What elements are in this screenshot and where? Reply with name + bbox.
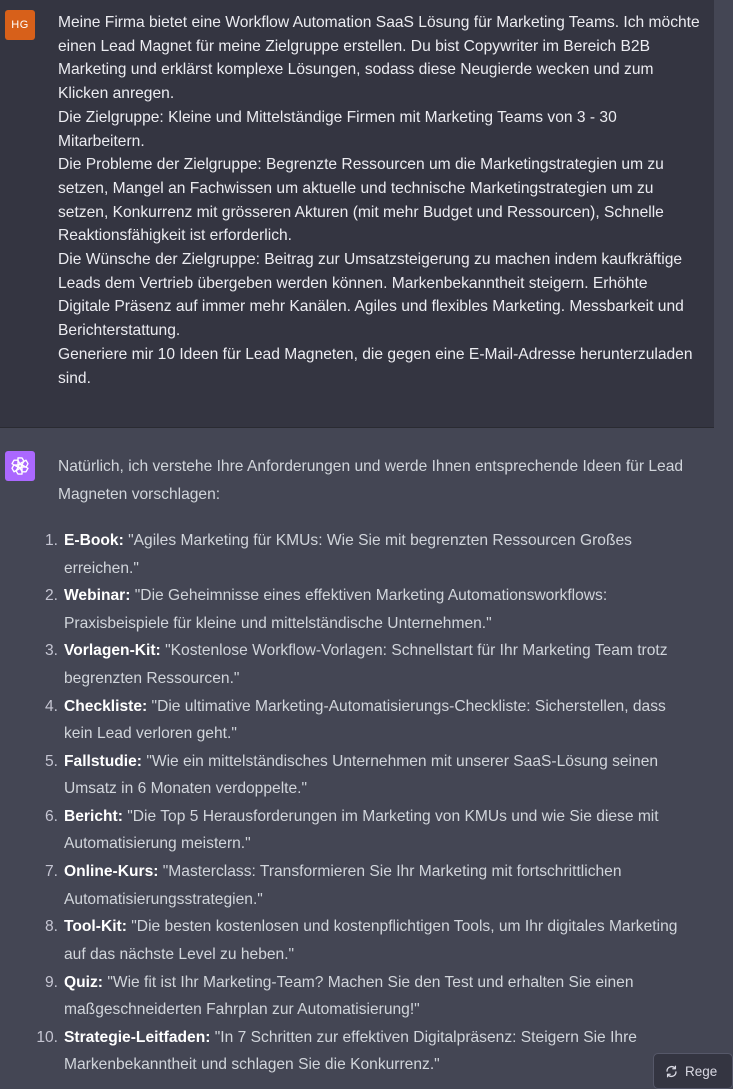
list-item	[0, 637, 714, 692]
user-message	[0, 0, 714, 428]
idea-text: "Wie ein mittelständisches Unternehmen mit unserer SaaS-Lösung seinen Umsatz in 6 Monaten verdoppelte."	[64, 752, 659, 798]
refresh-icon	[665, 1065, 678, 1078]
list-number: 3.	[44, 642, 58, 660]
user-avatar: HG	[5, 10, 35, 40]
list-number: 5.	[44, 752, 58, 770]
idea-text: "Kostenlose Workflow-Vorlagen: Schnellstart für Ihr Marketing Team trotz begrenzten Ressourcen."	[64, 642, 668, 687]
list-number: 7.	[44, 863, 58, 881]
list-number: 9.	[44, 973, 58, 991]
user-paragraph: Die Probleme der Zielgruppe: Begrenzte Ressourcen um die Marketingstrategien um zu setzen, Mangel an Fachwissen um aktuelle und technische Marketingstrategien um zu setzen, Konkurrenz mit grösseren Akturen (mit mehr Budget und Ressourcen), Schnelle Reaktionsfähigkeit ist erforderlich.	[58, 156, 664, 245]
list-item	[0, 858, 714, 913]
idea-text: "Die besten kostenlosen und kostenpflichtigen Tools, um Ihr digitales Marketing auf das nächste Level zu heben."	[64, 918, 678, 963]
list-number: 10.	[36, 1028, 58, 1046]
user-paragraph: Meine Firma bietet eine Workflow Automation SaaS Lösung für Marketing Teams. Ich möchte einen Lead Magnet für meine Zielgruppe erstellen. Du bist Copywriter im Bereich B2B Marketing und erklärst komplexe Lösungen, sodass diese Neugierde wecken und zum Klicken anregen.	[58, 14, 700, 103]
list-item	[0, 748, 714, 803]
lead-magnet-list	[0, 527, 714, 1079]
idea-text: "In 7 Schritten zur effektiven Digitalpräsenz: Steigern Sie Ihre Markenbekanntheit und schlagen Sie die Konkurrenz."	[64, 1028, 637, 1074]
list-item	[0, 969, 714, 1024]
idea-type: Fallstudie:	[64, 752, 142, 770]
list-number: 4.	[44, 697, 58, 715]
list-item	[0, 803, 714, 858]
idea-text: "Masterclass: Transformieren Sie Ihr Marketing mit fortschrittlichen Automatisierungsstrategien."	[64, 863, 622, 908]
idea-type: Online-Kurs:	[64, 863, 159, 881]
idea-type: Vorlagen-Kit:	[64, 642, 161, 660]
assistant-message	[0, 428, 714, 1080]
idea-text: "Wie fit ist Ihr Marketing-Team? Machen Sie den Test und erhalten Sie einen maßgeschneiderten Fahrplan zur Automatisierung!"	[64, 973, 634, 1018]
list-number: 8.	[44, 918, 58, 936]
list-item	[0, 582, 714, 637]
list-item	[0, 913, 714, 968]
idea-text: "Die Top 5 Herausforderungen im Marketing von KMUs und wie Sie diese mit Automatisierung meistern."	[64, 807, 659, 853]
idea-text: "Agiles Marketing für KMUs: Wie Sie mit begrenzten Ressourcen Großes erreichen."	[64, 532, 632, 577]
regenerate-label: Rege	[685, 1063, 718, 1079]
idea-text: "Die ultimative Marketing-Automatisierungs-Checkliste: Sicherstellen, dass kein Lead verloren geht."	[64, 697, 666, 743]
user-paragraph: Generiere mir 10 Ideen für Lead Magneten, die gegen eine E-Mail-Adresse herunterzuladen sind.	[58, 345, 693, 387]
idea-type: E-Book:	[64, 532, 124, 549]
regenerate-button[interactable]	[653, 1053, 733, 1089]
user-message-text	[58, 11, 703, 390]
list-number: 6.	[44, 807, 58, 825]
list-item	[0, 527, 714, 582]
user-paragraph: Die Zielgruppe: Kleine und Mittelständige Firmen mit Marketing Teams von 3 - 30 Mitarbeitern.	[58, 108, 617, 150]
idea-type: Checkliste:	[64, 697, 148, 715]
assistant-intro: Natürlich, ich verstehe Ihre Anforderungen und werde Ihnen entsprechende Ideen für Lead Magneten vorschlagen:	[58, 458, 684, 503]
openai-logo-icon	[9, 455, 31, 477]
idea-type: Tool-Kit:	[64, 918, 127, 936]
list-number: 2.	[44, 587, 58, 605]
list-item	[0, 693, 714, 748]
idea-type: Bericht:	[64, 807, 123, 825]
idea-text: "Die Geheimnisse eines effektiven Marketing Automationsworkflows: Praxisbeispiele für kleine und mittelständische Unternehmen."	[64, 587, 608, 632]
idea-type: Strategie-Leitfaden:	[64, 1028, 211, 1046]
list-number: 1.	[44, 532, 58, 549]
user-paragraph: Die Wünsche der Zielgruppe: Beitrag zur Umsatzsteigerung zu machen indem kaufkräftige Leads dem Vertrieb übergeben werden können. Markenbekanntheit steigern. Erhöhte Digitale Präsenz auf immer mehr Kanälen. Agiles und flexibles Marketing. Messbarkeit und Berichterstattung.	[58, 251, 684, 340]
idea-type: Quiz:	[64, 973, 103, 991]
assistant-avatar	[5, 451, 35, 481]
idea-type: Webinar:	[64, 587, 131, 605]
list-item	[0, 1024, 714, 1079]
